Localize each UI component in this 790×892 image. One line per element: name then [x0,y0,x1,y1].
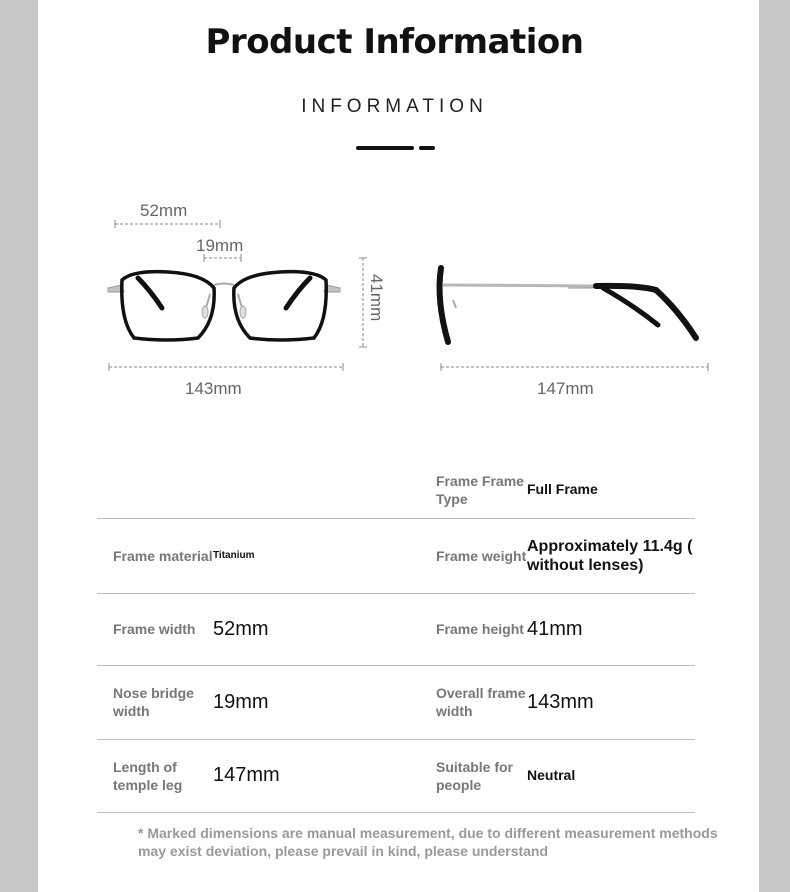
spec-row-temple-suitable [97,739,695,812]
glasses-dimension-diagram [38,190,759,410]
title-underline-short [419,146,435,150]
lens-height-label: 41mm [367,274,386,322]
frame-type-label: Frame Frame Type [436,472,524,507]
frame-width-label: Frame width [113,621,196,637]
nose-bridge-value: 19mm [213,690,269,713]
frame-material-value: Titanium [213,550,255,561]
suitable-value: Neutral [527,767,576,783]
glasses-side-view [440,268,696,342]
section-subtitle: INFORMATION [301,96,488,117]
spec-row-width-height [97,593,695,665]
overall-width-value: 143mm [527,690,594,713]
spec-row-bridge-overall [97,665,695,739]
title-underline-long [356,146,414,150]
frame-width-value: 52mm [213,617,269,640]
product-info-page [38,0,759,892]
measurement-disclaimer: * Marked dimensions are manual measurement, due to different measurement methods may exist deviation, please prevail in kind, please understand [138,825,718,859]
bridge-width-label: 19mm [196,236,244,255]
lens-width-label: 52mm [140,201,188,220]
specification-table [97,462,695,813]
frame-weight-value: Approximately 11.4g ( without lenses) [527,537,693,574]
suitable-label: Suitable for people [436,758,514,793]
spec-row-material-weight [97,518,695,593]
frame-height-value: 41mm [527,617,583,640]
temple-length-label: 147mm [537,379,594,398]
temple-length-value: 147mm [213,764,280,786]
frame-width-label: 143mm [185,379,242,398]
temple-length-label-cell: Length of temple leg [113,758,183,793]
spec-row-frame-type [97,462,695,518]
page-title: Product Information [205,22,584,62]
glasses-front-view [108,272,340,340]
nose-bridge-label: Nose bridge width [113,685,194,719]
frame-height-label: Frame height [436,621,524,637]
frame-material-label: Frame material [113,547,213,564]
frame-weight-label: Frame weight [436,547,527,564]
overall-width-label: Overall frame width [436,685,526,719]
frame-type-value: Full Frame [527,481,598,498]
